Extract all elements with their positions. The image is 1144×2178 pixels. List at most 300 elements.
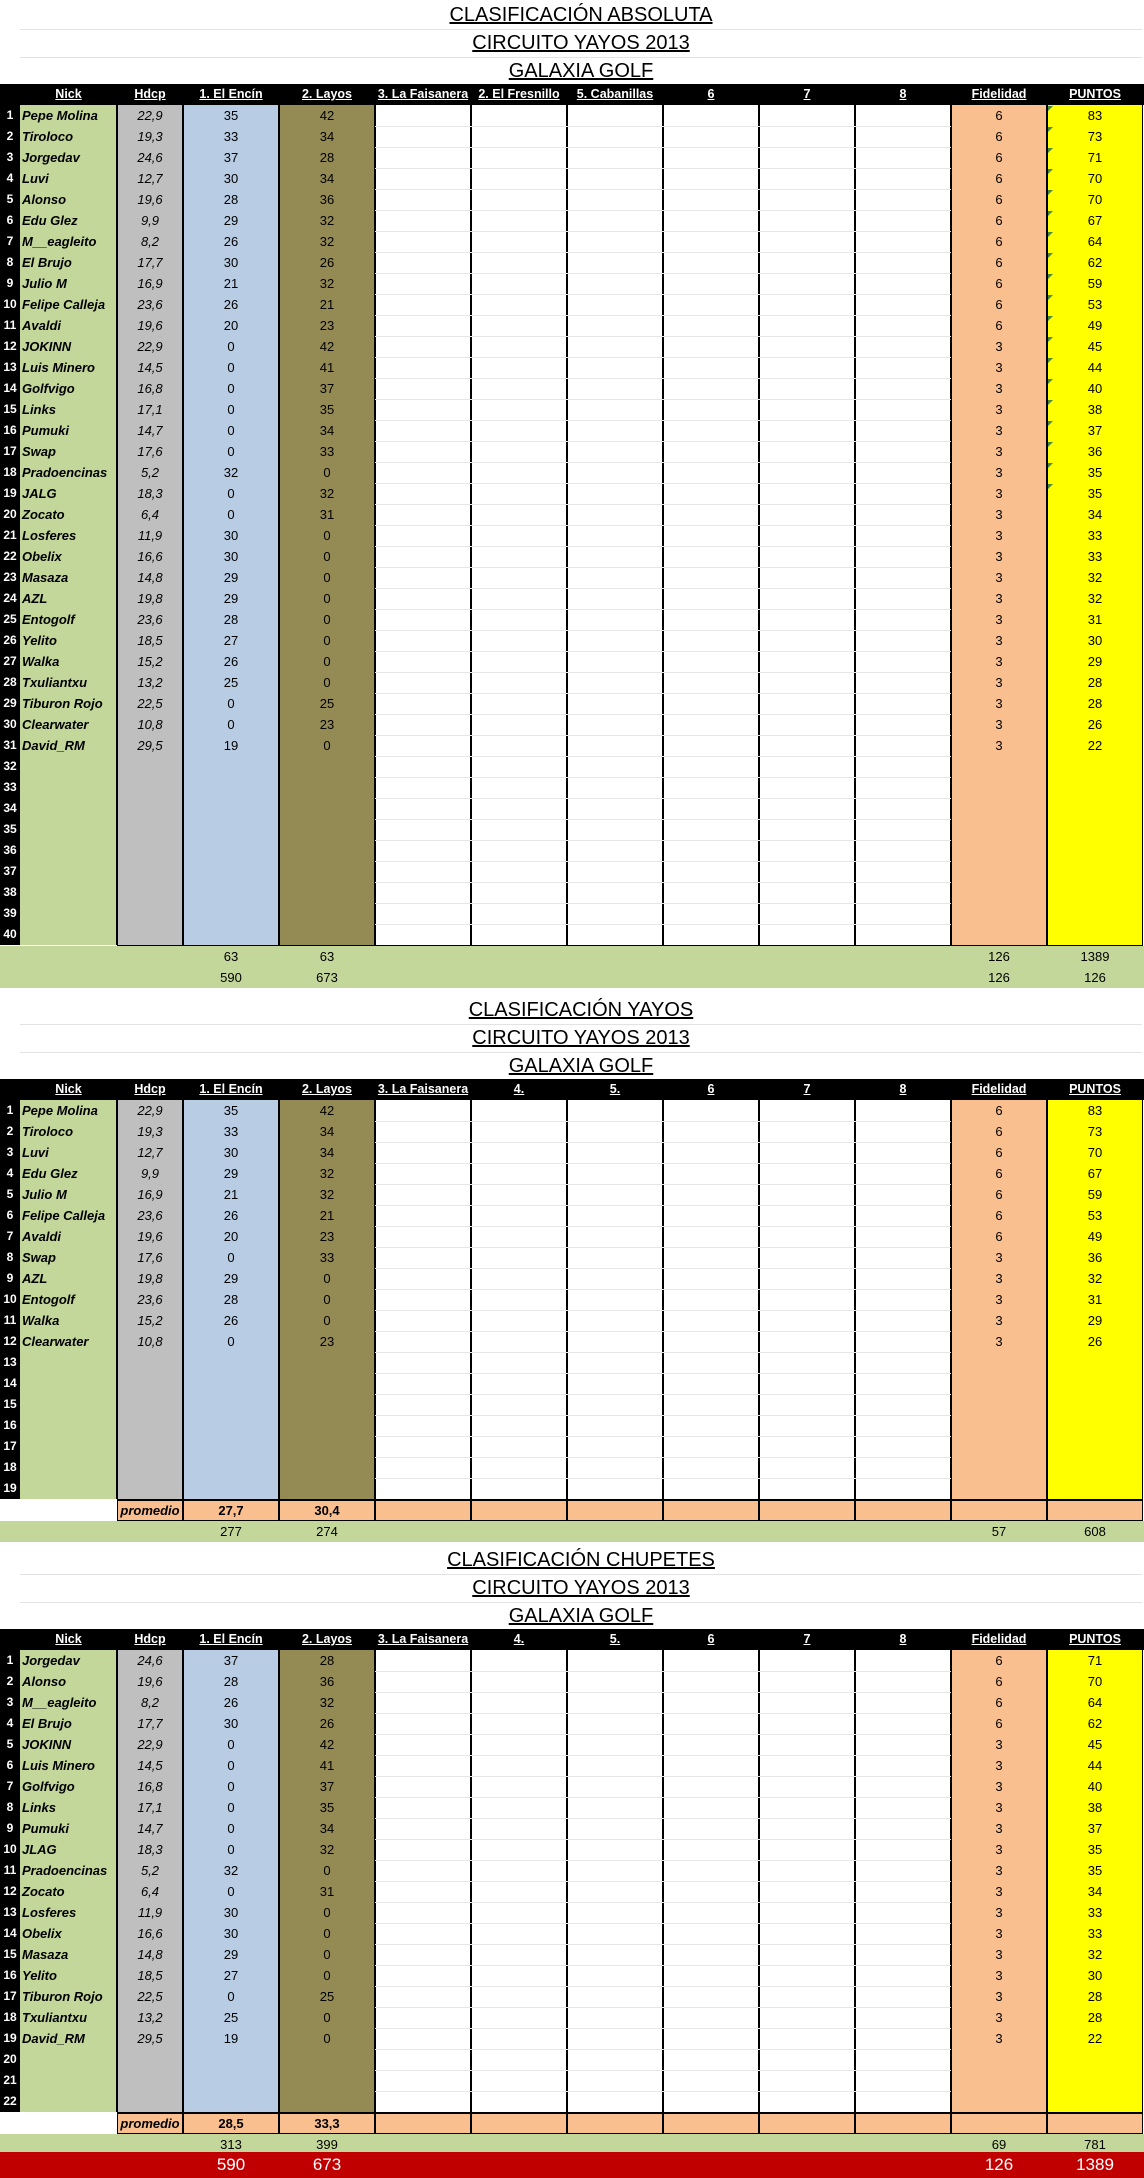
column-header[interactable]: 5.	[609, 1082, 621, 1096]
score-layos: 0	[323, 633, 331, 648]
score-el-encin: 26	[223, 654, 239, 669]
player-nick: Swap	[22, 1250, 56, 1265]
score-layos: 0	[323, 1905, 331, 1920]
handicap-value: 14,5	[137, 1758, 163, 1773]
score-layos: 0	[323, 654, 331, 669]
column-header[interactable]: 2. Layos	[301, 1632, 353, 1646]
column-header-row	[0, 84, 1144, 105]
fidelidad-value: 3	[995, 402, 1003, 417]
row-gridline	[375, 189, 951, 190]
row-number: 7	[0, 1226, 20, 1247]
row-number: 1	[0, 105, 20, 126]
fidelidad-value: 3	[995, 570, 1003, 585]
row-gridline	[375, 1734, 951, 1735]
row-gridline	[375, 315, 951, 316]
row-gridline	[375, 882, 951, 883]
score-layos: 35	[319, 402, 335, 417]
column-header[interactable]: 5. Cabanillas	[576, 87, 654, 101]
handicap-value: 6,4	[140, 1884, 160, 1899]
comment-marker-icon	[1048, 400, 1053, 405]
row-gridline	[375, 1184, 951, 1185]
score-layos: 36	[319, 1674, 335, 1689]
fidelidad-value: 3	[995, 612, 1003, 627]
player-nick: Txuliantxu	[22, 2010, 88, 2025]
row-gridline	[375, 651, 951, 652]
score-layos: 26	[319, 1716, 335, 1731]
fidelidad-value: 3	[995, 696, 1003, 711]
total-f: 126	[988, 970, 1010, 985]
column-header[interactable]: 7	[803, 1632, 811, 1646]
total-l: 274	[316, 1524, 338, 1539]
handicap-value: 16,6	[137, 549, 163, 564]
puntos-value: 70	[1087, 1674, 1103, 1689]
player-nick: Walka	[22, 654, 60, 669]
row-number: 9	[0, 1818, 20, 1839]
column-header[interactable]: 8	[899, 87, 907, 101]
score-el-encin: 19	[223, 738, 239, 753]
row-gridline	[375, 735, 951, 736]
score-layos: 21	[319, 1208, 335, 1223]
grand-total-row	[0, 2152, 1144, 2178]
column-header[interactable]: 2. Layos	[301, 87, 353, 101]
score-el-encin: 26	[223, 297, 239, 312]
promedio-cell	[663, 2113, 759, 2134]
row-gridline	[375, 168, 951, 169]
puntos-value: 28	[1087, 1989, 1103, 2004]
score-el-encin: 26	[223, 234, 239, 249]
handicap-value: 8,2	[140, 1695, 160, 1710]
column-header[interactable]: 4.	[513, 1082, 525, 1096]
row-number: 32	[0, 756, 20, 777]
row-number: 8	[0, 1797, 20, 1818]
column-header[interactable]: Fidelidad	[971, 1632, 1027, 1646]
column-header[interactable]: Hdcp	[134, 1082, 166, 1096]
row-number: 25	[0, 609, 20, 630]
total-p: 126	[1084, 970, 1106, 985]
puntos-value: 29	[1087, 654, 1103, 669]
fidelidad-value: 6	[995, 213, 1003, 228]
row-number: 18	[0, 2007, 20, 2028]
player-nick: Clearwater	[22, 1334, 89, 1349]
handicap-value: 17,6	[137, 1250, 163, 1265]
score-el-encin: 28	[223, 612, 239, 627]
puntos-value: 32	[1087, 1271, 1103, 1286]
row-gridline	[375, 756, 951, 757]
fidelidad-value: 6	[995, 150, 1003, 165]
row-gridline	[375, 336, 951, 337]
handicap-value: 19,6	[137, 192, 163, 207]
row-gridline	[375, 1394, 951, 1395]
score-el-encin: 27	[223, 633, 239, 648]
handicap-value: 14,5	[137, 360, 163, 375]
score-el-encin: 37	[223, 1653, 239, 1668]
puntos-value: 67	[1087, 1166, 1103, 1181]
column-header[interactable]: 2. El Fresnillo	[478, 87, 560, 101]
score-layos: 32	[319, 234, 335, 249]
fidelidad-value: 3	[995, 1250, 1003, 1265]
score-layos: 28	[319, 150, 335, 165]
puntos-value: 35	[1087, 465, 1103, 480]
score-layos: 0	[323, 1313, 331, 1328]
column-header[interactable]: Nick	[55, 1082, 82, 1096]
fidelidad-value: 6	[995, 192, 1003, 207]
column-header[interactable]: 2. Layos	[301, 1082, 353, 1096]
row-number: 6	[0, 210, 20, 231]
row-number: 9	[0, 273, 20, 294]
row-gridline	[375, 924, 951, 925]
puntos-value: 59	[1087, 1187, 1103, 1202]
row-number: 20	[0, 2049, 20, 2070]
handicap-value: 10,8	[137, 1334, 163, 1349]
handicap-value: 10,8	[137, 717, 163, 732]
column-header[interactable]: 7	[803, 1082, 811, 1096]
row-gridline	[375, 861, 951, 862]
column-header[interactable]: Fidelidad	[971, 87, 1027, 101]
row-gridline	[375, 1923, 951, 1924]
row-gridline	[375, 462, 951, 463]
column-header[interactable]: 6	[707, 87, 715, 101]
column-header[interactable]: Nick	[55, 87, 82, 101]
fidelidad-value: 3	[995, 1800, 1003, 1815]
handicap-value: 22,5	[137, 696, 163, 711]
player-nick: Masaza	[22, 1947, 69, 1962]
row-gridline	[375, 609, 951, 610]
row-number: 3	[0, 147, 20, 168]
puntos-value: 44	[1087, 360, 1103, 375]
total-e: 63	[223, 949, 239, 964]
score-el-encin: 30	[223, 1145, 239, 1160]
column-header[interactable]: 6	[707, 1082, 715, 1096]
fidelidad-value: 3	[995, 528, 1003, 543]
handicap-value: 13,2	[137, 675, 163, 690]
row-number: 38	[0, 882, 20, 903]
fidelidad-value: 3	[995, 1271, 1003, 1286]
row-number: 17	[0, 1436, 20, 1457]
score-el-encin: 30	[223, 1926, 239, 1941]
handicap-value: 9,9	[140, 1166, 160, 1181]
handicap-value: 13,2	[137, 2010, 163, 2025]
score-layos: 0	[323, 612, 331, 627]
column-header[interactable]: 3. La Faisanera	[377, 1082, 469, 1096]
puntos-value: 36	[1087, 1250, 1103, 1265]
score-layos: 0	[323, 1968, 331, 1983]
column-header[interactable]: Nick	[55, 1632, 82, 1646]
column-header[interactable]: 6	[707, 1632, 715, 1646]
fidelidad-value: 3	[995, 1947, 1003, 1962]
player-nick: Julio M	[22, 276, 67, 291]
handicap-value: 9,9	[140, 213, 160, 228]
column-bg-c7	[759, 1100, 855, 1499]
handicap-value: 5,2	[140, 465, 160, 480]
player-nick: Luvi	[22, 171, 49, 186]
column-bg-c5	[567, 1100, 663, 1499]
puntos-value: 33	[1087, 528, 1103, 543]
score-el-encin: 30	[223, 171, 239, 186]
column-header[interactable]: 3. La Faisanera	[377, 1632, 469, 1646]
score-layos: 41	[319, 360, 335, 375]
column-header[interactable]: 8	[899, 1632, 907, 1646]
handicap-value: 19,6	[137, 318, 163, 333]
column-header[interactable]: Hdcp	[134, 87, 166, 101]
handicap-value: 6,4	[140, 507, 160, 522]
player-nick: Edu Glez	[22, 213, 78, 228]
score-layos: 23	[319, 318, 335, 333]
player-nick: Avaldi	[22, 1229, 62, 1244]
column-header[interactable]: Hdcp	[134, 1632, 166, 1646]
promedio-layos: 30,4	[314, 1503, 340, 1518]
score-layos: 37	[319, 1779, 335, 1794]
row-number: 11	[0, 1860, 20, 1881]
handicap-value: 22,9	[137, 339, 163, 354]
column-header[interactable]: 4.	[513, 1632, 525, 1646]
puntos-value: 83	[1087, 1103, 1103, 1118]
row-number: 7	[0, 1776, 20, 1797]
score-layos: 0	[323, 1863, 331, 1878]
comment-marker-icon	[1048, 190, 1053, 195]
puntos-value: 30	[1087, 633, 1103, 648]
fidelidad-value: 3	[995, 381, 1003, 396]
row-gridline	[375, 1902, 951, 1903]
player-nick: Jorgedav	[22, 1653, 80, 1668]
player-nick: Yelito	[22, 633, 57, 648]
score-el-encin: 0	[227, 339, 235, 354]
comment-marker-icon	[1048, 358, 1053, 363]
column-header[interactable]: PUNTOS	[1069, 1632, 1121, 1646]
score-layos: 23	[319, 717, 335, 732]
handicap-value: 15,2	[137, 654, 163, 669]
row-number: 23	[0, 567, 20, 588]
promedio-cell	[375, 1500, 471, 1521]
grand-total-l: 673	[312, 2155, 342, 2174]
row-number: 4	[0, 1713, 20, 1734]
score-el-encin: 0	[227, 1737, 235, 1752]
fidelidad-value: 6	[995, 1653, 1003, 1668]
row-number: 14	[0, 1923, 20, 1944]
handicap-value: 5,2	[140, 1863, 160, 1878]
row-gridline	[375, 1436, 951, 1437]
handicap-value: 23,6	[137, 612, 163, 627]
handicap-value: 18,3	[137, 486, 163, 501]
player-nick: Avaldi	[22, 318, 62, 333]
puntos-value: 35	[1087, 486, 1103, 501]
puntos-value: 70	[1087, 171, 1103, 186]
puntos-value: 45	[1087, 1737, 1103, 1752]
player-nick: Luis Minero	[22, 360, 95, 375]
column-header[interactable]: 1. El Encín	[199, 1632, 263, 1646]
row-number: 31	[0, 735, 20, 756]
comment-marker-icon	[1048, 442, 1053, 447]
score-layos: 0	[323, 1292, 331, 1307]
player-nick: Pumuki	[22, 1821, 69, 1836]
puntos-value: 37	[1087, 1821, 1103, 1836]
row-number: 28	[0, 672, 20, 693]
column-header[interactable]: 1. El Encín	[199, 87, 263, 101]
fidelidad-value: 3	[995, 1334, 1003, 1349]
player-nick: Walka	[22, 1313, 60, 1328]
score-layos: 34	[319, 423, 335, 438]
handicap-value: 14,7	[137, 1821, 163, 1836]
puntos-value: 73	[1087, 129, 1103, 144]
row-gridline	[375, 126, 951, 127]
row-number: 17	[0, 1986, 20, 2007]
score-layos: 32	[319, 276, 335, 291]
total-f: 126	[988, 949, 1010, 964]
row-gridline	[375, 1163, 951, 1164]
row-gridline	[375, 1797, 951, 1798]
fidelidad-value: 6	[995, 255, 1003, 270]
fidelidad-value: 3	[995, 675, 1003, 690]
puntos-value: 26	[1087, 717, 1103, 732]
row-gridline	[375, 693, 951, 694]
handicap-value: 24,6	[137, 150, 163, 165]
score-el-encin: 29	[223, 1166, 239, 1181]
totals-row	[0, 946, 1144, 967]
score-layos: 0	[323, 675, 331, 690]
handicap-value: 19,6	[137, 1229, 163, 1244]
row-gridline	[375, 1755, 951, 1756]
totals-row	[0, 967, 1144, 988]
player-nick: JALG	[22, 486, 57, 501]
row-gridline	[375, 1268, 951, 1269]
row-number: 8	[0, 1247, 20, 1268]
row-gridline	[375, 231, 951, 232]
column-header[interactable]: 7	[803, 87, 811, 101]
row-gridline	[375, 273, 951, 274]
handicap-value: 18,5	[137, 1968, 163, 1983]
handicap-value: 23,6	[137, 297, 163, 312]
row-gridline	[375, 840, 951, 841]
score-layos: 32	[319, 1187, 335, 1202]
puntos-value: 64	[1087, 1695, 1103, 1710]
score-el-encin: 35	[223, 108, 239, 123]
puntos-value: 28	[1087, 2010, 1103, 2025]
row-number: 5	[0, 1184, 20, 1205]
column-header-row	[0, 1629, 1144, 1650]
comment-marker-icon	[1048, 379, 1053, 384]
score-layos: 23	[319, 1229, 335, 1244]
row-number: 35	[0, 819, 20, 840]
row-number: 26	[0, 630, 20, 651]
score-layos: 21	[319, 297, 335, 312]
handicap-value: 18,5	[137, 633, 163, 648]
total-p: 781	[1084, 2137, 1106, 2152]
total-l: 399	[316, 2137, 338, 2152]
row-number: 1	[0, 1650, 20, 1671]
fidelidad-value: 6	[995, 1208, 1003, 1223]
player-nick: El Brujo	[22, 255, 72, 270]
grand-total-e: 590	[216, 2155, 246, 2174]
puntos-value: 31	[1087, 612, 1103, 627]
column-header[interactable]: PUNTOS	[1069, 87, 1121, 101]
score-layos: 26	[319, 255, 335, 270]
fidelidad-value: 3	[995, 1292, 1003, 1307]
puntos-value: 40	[1087, 1779, 1103, 1794]
column-header[interactable]: 3. La Faisanera	[377, 87, 469, 101]
handicap-value: 19,3	[137, 129, 163, 144]
puntos-value: 62	[1087, 255, 1103, 270]
fidelidad-value: 6	[995, 234, 1003, 249]
handicap-value: 14,8	[137, 1947, 163, 1962]
score-layos: 34	[319, 171, 335, 186]
column-header[interactable]: 1. El Encín	[199, 1082, 263, 1096]
comment-marker-icon	[1048, 127, 1053, 132]
column-header[interactable]: 5.	[609, 1632, 621, 1646]
puntos-value: 38	[1087, 1800, 1103, 1815]
player-nick: JOKINN	[22, 339, 72, 354]
row-number: 34	[0, 798, 20, 819]
handicap-value: 19,8	[137, 591, 163, 606]
handicap-value: 22,9	[137, 1103, 163, 1118]
row-number: 10	[0, 1839, 20, 1860]
score-el-encin: 19	[223, 2031, 239, 2046]
player-nick: Txuliantxu	[22, 675, 88, 690]
score-el-encin: 0	[227, 717, 235, 732]
player-nick: M__eagleito	[22, 234, 97, 249]
puntos-value: 33	[1087, 1905, 1103, 1920]
player-nick: Tiroloco	[22, 129, 74, 144]
score-el-encin: 0	[227, 360, 235, 375]
player-nick: Obelix	[22, 1926, 62, 1941]
row-number: 13	[0, 1352, 20, 1373]
fidelidad-value: 3	[995, 1842, 1003, 1857]
player-nick: Pepe Molina	[22, 1103, 98, 1118]
row-gridline	[375, 1352, 951, 1353]
puntos-value: 30	[1087, 1968, 1103, 1983]
column-header[interactable]: Fidelidad	[971, 1082, 1027, 1096]
player-nick: Entogolf	[22, 612, 75, 627]
column-header[interactable]: PUNTOS	[1069, 1082, 1121, 1096]
puntos-value: 32	[1087, 570, 1103, 585]
fidelidad-value: 3	[995, 1779, 1003, 1794]
fidelidad-value: 3	[995, 717, 1003, 732]
comment-marker-icon	[1048, 253, 1053, 258]
row-number: 17	[0, 441, 20, 462]
score-layos: 42	[319, 1737, 335, 1752]
score-el-encin: 32	[223, 1863, 239, 1878]
column-header[interactable]: 8	[899, 1082, 907, 1096]
puntos-value: 33	[1087, 549, 1103, 564]
row-number: 11	[0, 315, 20, 336]
fidelidad-value: 6	[995, 1716, 1003, 1731]
comment-marker-icon	[1048, 421, 1053, 426]
row-gridline	[375, 1205, 951, 1206]
row-number: 14	[0, 378, 20, 399]
fidelidad-value: 6	[995, 1103, 1003, 1118]
puntos-value: 36	[1087, 444, 1103, 459]
puntos-value: 28	[1087, 696, 1103, 711]
score-el-encin: 30	[223, 1716, 239, 1731]
handicap-value: 17,7	[137, 255, 163, 270]
promedio-el-encin: 27,7	[218, 1503, 244, 1518]
column-bg-c6	[663, 1100, 759, 1499]
row-number: 2	[0, 126, 20, 147]
puntos-value: 35	[1087, 1863, 1103, 1878]
row-number: 16	[0, 1415, 20, 1436]
promedio-cell	[1047, 1500, 1143, 1521]
handicap-value: 19,8	[137, 1271, 163, 1286]
score-el-encin: 20	[223, 318, 239, 333]
row-gridline	[375, 1373, 951, 1374]
row-number: 39	[0, 903, 20, 924]
fidelidad-value: 3	[995, 339, 1003, 354]
player-nick: David_RM	[22, 2031, 85, 2046]
score-el-encin: 29	[223, 213, 239, 228]
handicap-value: 22,9	[137, 108, 163, 123]
fidelidad-value: 6	[995, 276, 1003, 291]
handicap-value: 19,6	[137, 1674, 163, 1689]
score-layos: 0	[323, 1271, 331, 1286]
column-header-row	[0, 1079, 1144, 1100]
